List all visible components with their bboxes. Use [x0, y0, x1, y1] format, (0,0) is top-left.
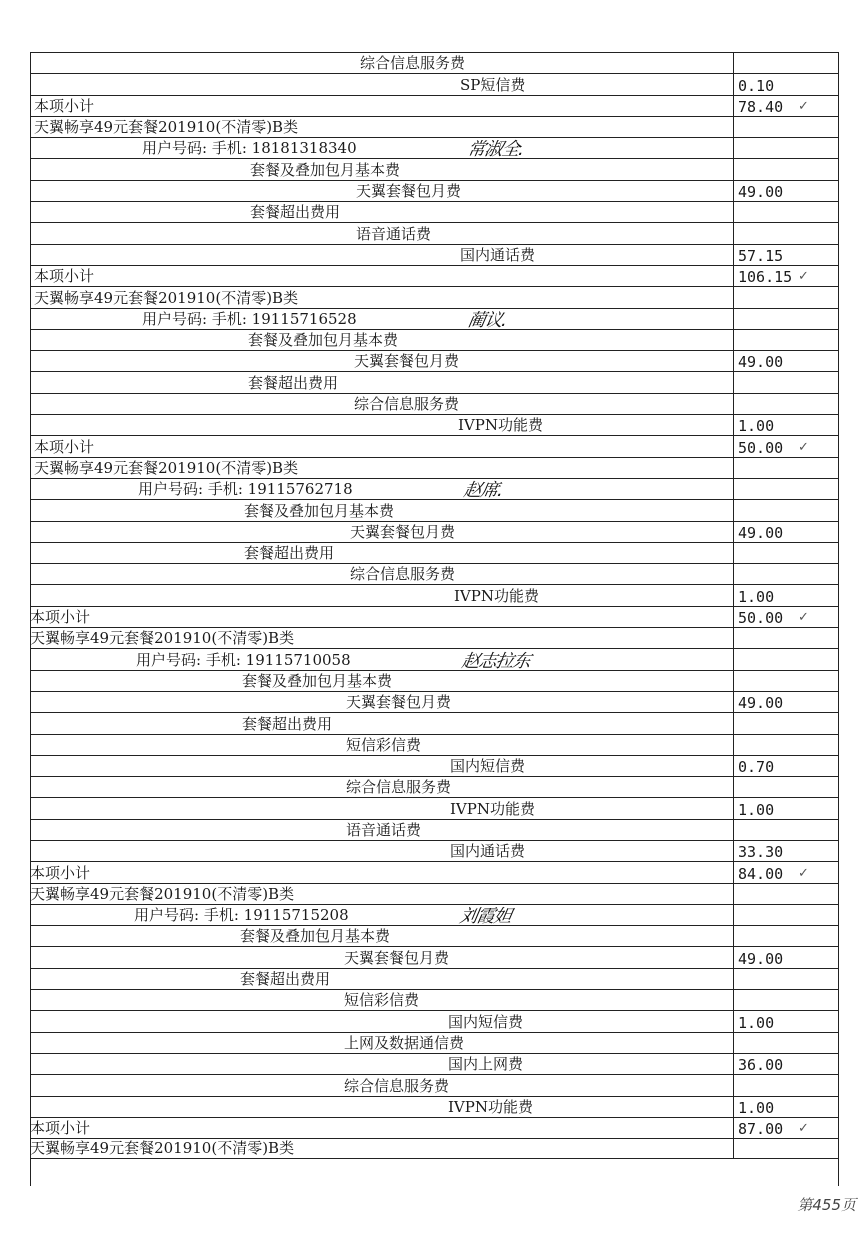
amount-column-divider — [733, 649, 734, 669]
amount-column-divider — [733, 202, 734, 222]
bill-row — [30, 180, 838, 201]
bill-row — [30, 648, 838, 672]
amount-column-divider — [733, 585, 734, 605]
amount-column-divider — [733, 309, 734, 329]
handwritten-signature: 蔺议. — [465, 309, 509, 331]
item-description: 用户号码: 手机: 19115710058 — [136, 650, 351, 669]
item-description: 套餐及叠加包月基本费 — [240, 927, 391, 946]
item-amount: 49.00 — [738, 523, 784, 542]
item-amount: 49.00 — [738, 183, 784, 202]
item-amount: 33.30 — [738, 843, 784, 862]
bill-row — [30, 755, 838, 776]
bill-sheet — [20, 52, 840, 1186]
item-amount: 49.00 — [738, 949, 784, 968]
item-description: 本项小计 — [34, 267, 95, 286]
bill-row — [30, 946, 838, 967]
bill-row — [30, 457, 838, 478]
table-right-border — [838, 52, 839, 1186]
item-description: 综合信息服务费 — [350, 565, 456, 584]
item-amount: 49.00 — [738, 353, 784, 372]
amount-column-divider — [733, 479, 734, 499]
item-description: IVPN功能费 — [448, 1097, 533, 1116]
amount-column-divider — [733, 1033, 734, 1053]
handwritten-signature: 赵席. — [461, 480, 505, 502]
item-amount: 87.00 — [738, 1120, 784, 1139]
bill-row — [30, 691, 838, 712]
item-description: 上网及数据通信费 — [344, 1033, 465, 1052]
bill-row — [30, 521, 838, 542]
item-description: 套餐及叠加包月基本费 — [248, 331, 399, 350]
item-description: 本项小计 — [30, 1119, 91, 1138]
bill-row — [30, 861, 838, 882]
amount-column-divider — [733, 1139, 734, 1158]
item-amount: 49.00 — [738, 694, 784, 713]
item-description: 综合信息服务费 — [346, 778, 452, 797]
amount-column-divider — [733, 1118, 734, 1138]
item-description: 短信彩信费 — [346, 735, 422, 754]
bill-row — [30, 797, 838, 818]
amount-column-divider — [733, 458, 734, 478]
checkmark-icon: ✓ — [798, 269, 809, 285]
item-description: 本项小计 — [34, 437, 95, 456]
item-amount: 84.00 — [738, 864, 784, 883]
amount-column-divider — [733, 372, 734, 392]
amount-column-divider — [733, 862, 734, 882]
item-description: 套餐及叠加包月基本费 — [250, 160, 401, 179]
item-description: 国内短信费 — [448, 1012, 524, 1031]
item-amount: 78.40 — [738, 97, 784, 116]
item-description: 套餐超出费用 — [250, 203, 341, 222]
item-description: 天翼畅享49元套餐201910(不清零)B类 — [30, 629, 295, 648]
amount-column-divider — [733, 522, 734, 542]
item-description: 本项小计 — [30, 608, 91, 627]
bill-row — [30, 158, 838, 179]
item-description: SP短信费 — [460, 75, 526, 94]
item-description: 套餐超出费用 — [242, 714, 333, 733]
bill-row — [30, 968, 838, 989]
item-description: 本项小计 — [34, 96, 95, 115]
amount-column-divider — [733, 841, 734, 861]
amount-column-divider — [733, 138, 734, 158]
amount-column-divider — [733, 947, 734, 967]
page-mark: 第455页 — [797, 1196, 856, 1214]
amount-column-divider — [733, 223, 734, 243]
bill-row — [30, 116, 838, 137]
item-description: 用户号码: 手机: 19115715208 — [134, 906, 349, 925]
item-amount: 106.15 — [738, 268, 793, 287]
bill-row — [30, 350, 838, 371]
item-description: 天翼畅享49元套餐201910(不清零)B类 — [30, 884, 295, 903]
item-description: 套餐超出费用 — [248, 373, 339, 392]
handwritten-signature: 常淑全. — [465, 139, 526, 161]
bill-row — [30, 563, 838, 584]
item-description: 天翼套餐包月费 — [356, 182, 462, 201]
item-description: 用户号码: 手机: 18181318340 — [142, 139, 357, 158]
amount-column-divider — [733, 820, 734, 840]
amount-column-divider — [733, 1054, 734, 1074]
bill-row — [30, 819, 838, 840]
item-description: 语音通话费 — [356, 224, 432, 243]
bill-row — [30, 712, 838, 733]
checkmark-icon: ✓ — [798, 865, 809, 881]
amount-column-divider — [733, 713, 734, 733]
amount-column-divider — [733, 798, 734, 818]
bill-row — [30, 244, 838, 265]
amount-column-divider — [733, 74, 734, 94]
item-description: IVPN功能费 — [454, 586, 539, 605]
amount-column-divider — [733, 777, 734, 797]
item-description: 套餐超出费用 — [240, 970, 331, 989]
item-description: 用户号码: 手机: 19115762718 — [138, 480, 353, 499]
bill-row — [30, 776, 838, 797]
item-description: 天翼畅享49元套餐201910(不清零)B类 — [34, 288, 299, 307]
amount-column-divider — [733, 500, 734, 520]
item-amount: 1.00 — [738, 800, 775, 819]
amount-column-divider — [733, 1011, 734, 1031]
bill-row — [30, 95, 838, 116]
bill-row — [30, 840, 838, 861]
bill-row — [30, 478, 838, 502]
bill-row — [30, 1053, 838, 1074]
amount-column-divider — [733, 756, 734, 776]
bill-row — [30, 542, 838, 563]
bill-row — [30, 989, 838, 1010]
amount-column-divider — [733, 1075, 734, 1095]
amount-column-divider — [733, 96, 734, 116]
bill-row — [30, 1074, 838, 1095]
amount-column-divider — [733, 628, 734, 648]
bill-row — [30, 1117, 838, 1138]
item-description: 用户号码: 手机: 19115716528 — [142, 309, 357, 328]
item-amount: 36.00 — [738, 1056, 784, 1075]
item-description: 综合信息服务费 — [344, 1076, 450, 1095]
amount-column-divider — [733, 1097, 734, 1117]
item-description: IVPN功能费 — [450, 799, 535, 818]
item-description: 套餐及叠加包月基本费 — [244, 501, 395, 520]
item-amount: 57.15 — [738, 246, 784, 265]
item-amount: 0.70 — [738, 758, 775, 777]
amount-column-divider — [733, 926, 734, 946]
amount-column-divider — [733, 330, 734, 350]
bill-row — [30, 435, 838, 456]
amount-column-divider — [733, 117, 734, 137]
item-description: 本项小计 — [30, 863, 91, 882]
item-description: 套餐及叠加包月基本费 — [242, 671, 393, 690]
bill-row — [30, 308, 838, 329]
bill-row — [30, 925, 838, 946]
item-description: 综合信息服务费 — [360, 54, 466, 73]
bill-row — [30, 222, 838, 243]
item-description: 天翼畅享49元套餐201910(不清零)B类 — [30, 1139, 295, 1158]
bill-row — [30, 883, 838, 904]
bill-row — [30, 499, 838, 520]
amount-column-divider — [733, 735, 734, 755]
amount-column-divider — [733, 415, 734, 435]
bill-row — [30, 734, 838, 755]
table-left-border — [30, 52, 31, 1186]
item-description: 天翼套餐包月费 — [354, 352, 460, 371]
bill-row — [30, 265, 838, 286]
amount-column-divider — [733, 692, 734, 712]
item-amount: 1.00 — [738, 1098, 775, 1117]
item-description: 国内通话费 — [450, 842, 526, 861]
amount-column-divider — [733, 564, 734, 584]
bill-row — [30, 137, 838, 161]
item-description: 国内上网费 — [448, 1055, 524, 1074]
bill-row — [30, 670, 838, 691]
bill-row — [30, 371, 838, 392]
amount-column-divider — [733, 671, 734, 691]
checkmark-icon: ✓ — [798, 610, 809, 626]
bill-row — [30, 627, 838, 648]
handwritten-signature: 赵志拉东 — [459, 650, 532, 672]
item-description: 短信彩信费 — [344, 991, 420, 1010]
bill-row — [30, 286, 838, 307]
bill-row — [30, 1032, 838, 1053]
item-description: 天翼畅享49元套餐201910(不清零)B类 — [34, 458, 299, 477]
bill-row — [30, 1010, 838, 1031]
bill-row — [30, 52, 838, 73]
item-amount: 50.00 — [738, 438, 784, 457]
amount-column-divider — [733, 287, 734, 307]
item-amount: 1.00 — [738, 1013, 775, 1032]
amount-column-divider — [733, 607, 734, 627]
bill-row — [30, 1096, 838, 1117]
bill-row — [30, 201, 838, 222]
amount-column-divider — [733, 351, 734, 371]
item-description: 套餐超出费用 — [244, 544, 335, 563]
item-description: 国内通话费 — [460, 245, 536, 264]
item-description: 国内短信费 — [450, 757, 526, 776]
amount-column-divider — [733, 181, 734, 201]
amount-column-divider — [733, 159, 734, 179]
bill-row — [30, 606, 838, 627]
item-amount: 0.10 — [738, 76, 775, 95]
bill-row — [30, 393, 838, 414]
amount-column-divider — [733, 969, 734, 989]
bill-row — [30, 414, 838, 435]
item-amount: 1.00 — [738, 587, 775, 606]
amount-column-divider — [733, 884, 734, 904]
bill-row — [30, 1138, 838, 1159]
item-description: 综合信息服务费 — [354, 395, 460, 414]
amount-column-divider — [733, 543, 734, 563]
amount-column-divider — [733, 394, 734, 414]
bill-row — [30, 73, 838, 94]
handwritten-signature: 刘霞妲 — [457, 906, 513, 928]
bill-row — [30, 329, 838, 350]
amount-column-divider — [733, 266, 734, 286]
item-description: IVPN功能费 — [458, 416, 543, 435]
checkmark-icon: ✓ — [798, 439, 809, 455]
checkmark-icon: ✓ — [798, 1121, 809, 1137]
bill-row — [30, 904, 838, 928]
item-description: 天翼畅享49元套餐201910(不清零)B类 — [34, 118, 299, 137]
amount-column-divider — [733, 436, 734, 456]
item-description: 天翼套餐包月费 — [350, 522, 456, 541]
item-amount: 1.00 — [738, 417, 775, 436]
amount-column-divider — [733, 245, 734, 265]
item-description: 天翼套餐包月费 — [346, 693, 452, 712]
bill-table — [30, 52, 838, 1159]
amount-column-divider — [733, 905, 734, 925]
amount-column-divider — [733, 53, 734, 73]
bill-row — [30, 584, 838, 605]
amount-column-divider — [733, 990, 734, 1010]
item-description: 天翼套餐包月费 — [344, 948, 450, 967]
item-description: 语音通话费 — [346, 820, 422, 839]
item-amount: 50.00 — [738, 609, 784, 628]
checkmark-icon: ✓ — [798, 98, 809, 114]
